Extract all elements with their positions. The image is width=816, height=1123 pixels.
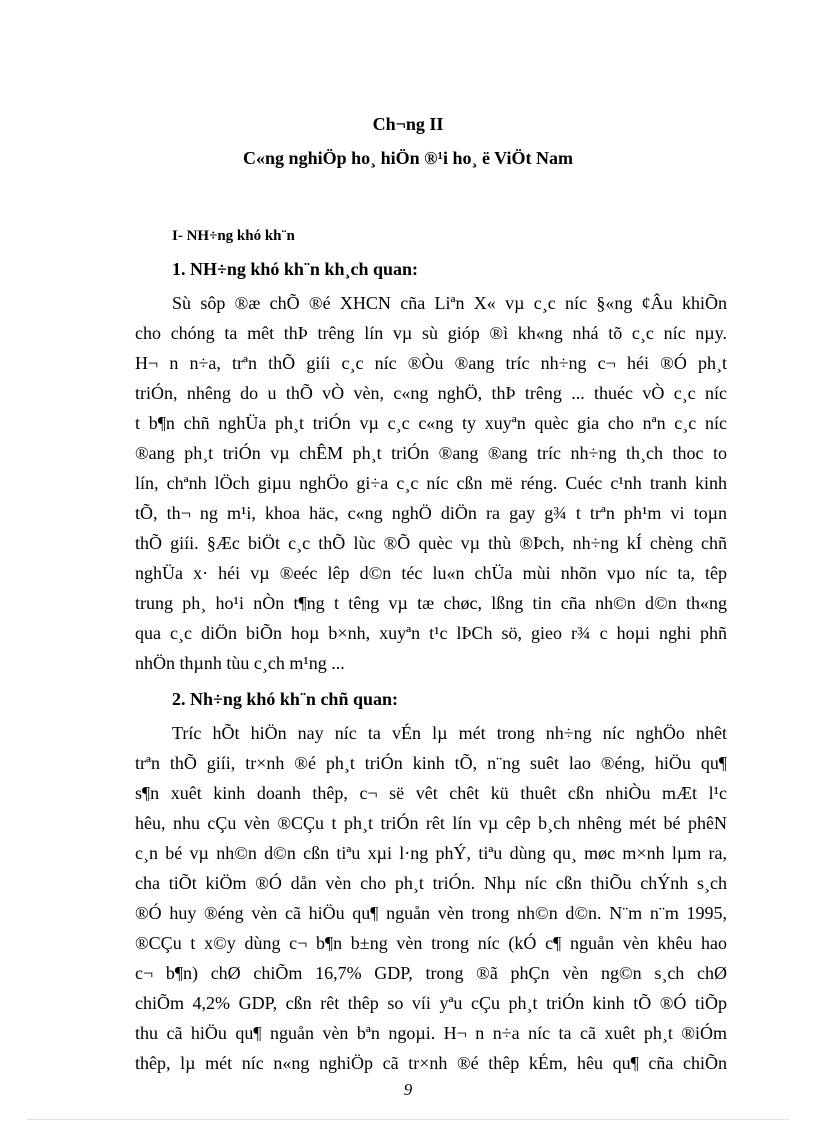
- paragraph-line: chiÕm 4,2% GDP, cßn rêt thêp so víi yªu cÇu ph¸t triÓn kinh tÕ ®Ó tiÕp: [135, 993, 727, 1013]
- paragraph-line: cho chóng ta mêt thÞ trêng lín vµ sù gióp ®ì kh«ng nhá tõ c¸c níc nµy.: [135, 323, 727, 343]
- paragraph-line: t b¶n chñ nghÜa ph¸t triÓn vµ c¸c c«ng ty xuyªn quèc gia cho nªn c¸c níc: [135, 413, 727, 433]
- paragraph-line: nhÖn thµnh tùu c¸ch m¹ng ...: [135, 653, 345, 673]
- paragraph-line: lín, chªnh lÖch giµu nghÖo gi÷a c¸c níc cßn më réng. Cuéc c¹nh tranh kinh: [135, 473, 727, 493]
- paragraph-line: hêu, nhu cÇu vèn ®CÇu t ph¸t triÓn rêt lín vµ cêp b¸ch nhêng mét bé phêN: [135, 813, 727, 833]
- paragraph-line: trªn thÕ giíi, tr×nh ®é ph¸t triÓn kinh tÕ, n¨ng suêt lao ®éng, hiÖu qu¶: [135, 753, 727, 773]
- paragraph-line: c¬ b¶n) chØ chiÕm 16,7% GDP, trong ®ã phÇn vèn ng©n s¸ch chØ: [135, 963, 727, 983]
- paragraph-line: trung ph¸ ho¹i nÒn t¶ng t têng vµ tæ chøc, lßng tin cña nh©n d©n th«ng: [135, 593, 727, 613]
- page-bottom-border: [28, 1119, 788, 1120]
- paragraph-line: thÕ giíi. §Æc biÖt c¸c thÕ lùc ®Õ quèc vµ thù ®Þch, nh÷ng kÍ chèng chñ: [135, 533, 727, 553]
- section-heading: I- NH÷ng khó kh¨n: [172, 228, 295, 244]
- subsection-heading-2: 2. Nh÷ng khó kh¨n chñ quan:: [172, 689, 398, 709]
- chapter-heading: Ch¬ng II: [372, 114, 444, 134]
- paragraph-line: qua c¸c diÖn biÕn hoµ b×nh, xuyªn t¹c lÞCh sö, gieo r¾ c hoµi nghi phñ: [135, 623, 727, 643]
- paragraph-line: Sù sôp ®æ chÕ ®é XHCN cña Liªn X« vµ c¸c níc §«ng ¢Âu khiÕn: [172, 293, 727, 313]
- paragraph-line: triÓn, nhêng do u thÕ vÒ vèn, c«ng nghÖ, thÞ trêng ... thuéc vÒ c¸c níc: [135, 383, 727, 403]
- chapter-title: C«ng nghiÖp ho¸ hiÖn ®¹i ho¸ ë ViÖt Nam: [243, 148, 573, 168]
- page-number: 9: [403, 1080, 413, 1099]
- paragraph-line: tÕ, th¬ ng m¹i, khoa häc, c«ng nghÖ diÖn ra gay g¾ t trªn ph¹m vi toµn: [135, 503, 727, 523]
- paragraph-line: ®Ó huy ®éng vèn cã hiÖu qu¶ nguån vèn trong nh©n d©n. N¨m n¨m 1995,: [135, 903, 727, 923]
- paragraph-line: ®ang ph¸t triÓn vµ chÊM ph¸t triÓn ®ang ®ang tríc nh÷ng th¸ch thoc to: [135, 443, 727, 463]
- paragraph-line: nghÜa x· héi vµ ®eéc lêp d©n téc lu«n chÜa mùi nhõn vµo níc ta, têp: [135, 563, 727, 583]
- paragraph-line: cha tiÕt kiÖm ®Ó dån vèn cho ph¸t triÓn. Nhµ níc cßn thiÕu chÝnh s¸ch: [135, 873, 727, 893]
- subsection-heading-1: 1. NH÷ng khó kh¨n kh¸ch quan:: [172, 259, 418, 279]
- paragraph-line: H¬ n n÷a, trªn thÕ giíi c¸c níc ®Òu ®ang tríc nh÷ng c¬ héi ®Ó ph¸t: [135, 353, 727, 373]
- paragraph-line: c¸n bé vµ nh©n d©n cßn tiªu xµi l·ng phÝ, tiªu dùng qu¸ møc m×nh lµm ra,: [135, 843, 727, 863]
- paragraph-line: thu cã hiÖu qu¶ nguån vèn bªn ngoµi. H¬ n n÷a níc ta cã xuêt ph¸t ®iÓm: [135, 1023, 727, 1043]
- paragraph-line: thêp, lµ mét níc n«ng nghiÖp cã tr×nh ®é thêp kÉm, hêu qu¶ cña chiÕn: [135, 1053, 727, 1073]
- paragraph-line: Tríc hÕt hiÖn nay níc ta vÉn lµ mét trong nh÷ng níc nghÖo nhêt: [172, 723, 727, 743]
- paragraph-line: s¶n xuêt kinh doanh thêp, c¬ së vêt chêt kü thuêt cßn nhiÒu mÆt l¹c: [135, 783, 727, 803]
- paragraph-line: ®CÇu t x©y dùng c¬ b¶n b±ng vèn trong níc (kÓ c¶ nguån vèn khêu hao: [135, 933, 727, 953]
